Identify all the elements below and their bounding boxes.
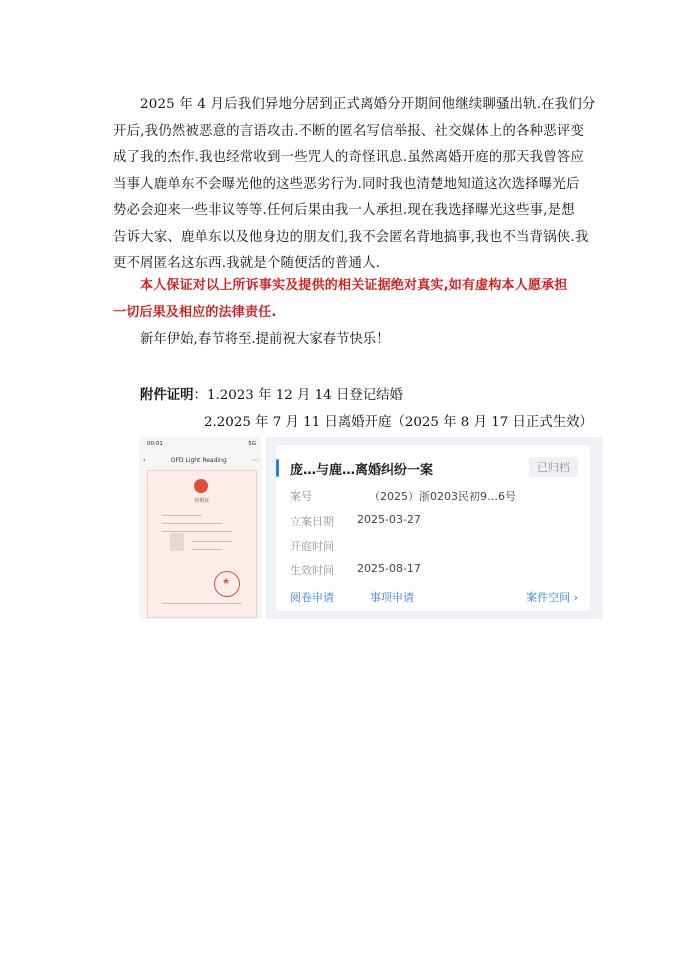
official-seal-icon bbox=[214, 571, 240, 597]
marriage-certificate-screenshot bbox=[139, 437, 262, 619]
row-value: （2025）浙0203民初9…6号 bbox=[369, 490, 516, 503]
certificate-title: 结婚证 bbox=[194, 498, 210, 504]
case-row-effective-date bbox=[290, 562, 421, 578]
paragraph-line: 更不屑匿名这东西.我就是个随便活的普通人. bbox=[113, 256, 381, 271]
nav-title: OFD Light Reading bbox=[170, 457, 227, 464]
row-value: 2025-08-17 bbox=[357, 562, 421, 575]
row-label: 案号 bbox=[290, 490, 312, 503]
paragraph-line: 成了我的杰作.我也经常收到一些咒人的奇怪讯息.虽然离婚开庭的那天我曾答应 bbox=[113, 150, 584, 165]
row-label: 生效时间 bbox=[290, 564, 334, 577]
warning-line: 一切后果及相应的法律责任. bbox=[113, 304, 277, 320]
attachment-label: 附件证明 bbox=[140, 388, 194, 403]
court-case-card bbox=[266, 437, 603, 619]
case-card-body[interactable] bbox=[276, 445, 590, 611]
paragraph-line: 当事人鹿单东不会曝光他的这些恶劣行为.同时我也清楚地知道这次选择曝光后 bbox=[113, 176, 580, 192]
greeting-line: 新年伊始,春节将至.提前祝大家春节快乐！ bbox=[140, 332, 390, 347]
truth-guarantee-statement bbox=[113, 273, 593, 326]
back-chevron-icon[interactable]: ‹ bbox=[143, 457, 146, 464]
title-accent-bar bbox=[276, 459, 279, 477]
national-emblem-icon bbox=[194, 479, 208, 493]
row-label: 立案日期 bbox=[290, 515, 334, 528]
phone-nav-bar bbox=[143, 457, 258, 464]
phone-status-bar bbox=[147, 441, 256, 447]
case-row-number bbox=[290, 488, 516, 504]
row-value: 2025-03-27 bbox=[357, 513, 421, 526]
paragraph-line: 开后,我仍然被恶意的言语攻击.不断的匿名写信举报、社交媒体上的各种恶评变 bbox=[113, 123, 584, 139]
paragraph-line: 告诉大家、鹿单东以及他身边的朋友们,我不会匿名背地搞事,我也不当背锅侠.我 bbox=[113, 229, 589, 245]
review-request-link[interactable]: 阅卷申请 bbox=[290, 591, 334, 604]
attachment-item-2: 2.2025 年 7 月 11 日离婚开庭（2025 年 8 月 17 日正式生效） bbox=[204, 415, 593, 430]
case-row-filed-date bbox=[290, 513, 421, 529]
attachment-line-1 bbox=[140, 384, 403, 403]
couple-photo bbox=[170, 533, 184, 551]
certificate-document bbox=[147, 470, 257, 618]
paragraph-line: 势必会迎来一些非议等等.任何后果由我一人承担.现在我选择曝光这些事,是想 bbox=[113, 203, 575, 218]
attachment-item-1: ：1.2023 年 12 月 14 日登记结婚 bbox=[193, 388, 403, 403]
warning-line: 本人保证对以上所诉事实及提供的相关证据绝对真实,如有虚构本人愿承担 bbox=[140, 278, 568, 293]
paragraph-line: 2025 年 4 月后我们异地分居到正式离婚分开期间他继续聊骚出轨.在我们分 bbox=[140, 97, 596, 112]
row-label: 开庭时间 bbox=[290, 540, 334, 553]
more-icon[interactable]: ⋯ bbox=[252, 457, 258, 464]
status-time: 00:01 bbox=[147, 441, 163, 447]
case-title: 庞…与鹿…离婚纠纷一案 bbox=[290, 463, 434, 478]
case-row-hearing-time bbox=[290, 538, 334, 554]
status-signal: 5G bbox=[248, 441, 256, 447]
status-badge: 已归档 bbox=[529, 457, 578, 477]
case-space-link[interactable]: 案件空间 › bbox=[526, 591, 578, 604]
matter-request-link[interactable]: 事项申请 bbox=[370, 591, 414, 604]
statement-paragraph bbox=[113, 92, 596, 278]
